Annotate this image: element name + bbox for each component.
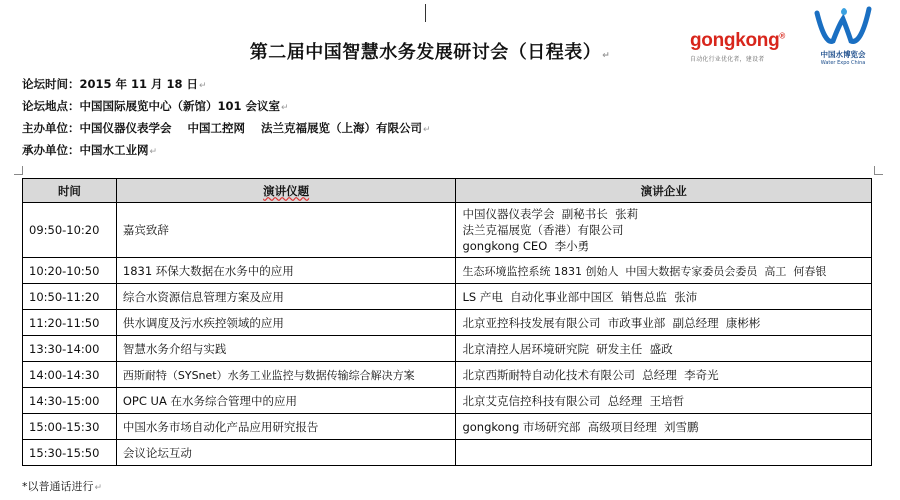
expo-name-cn: 中国水博览会 xyxy=(820,50,866,59)
cell-time: 14:30-15:00 xyxy=(23,388,117,414)
cell-topic: 嘉宾致辞 xyxy=(116,203,456,258)
cell-time: 10:50-11:20 xyxy=(23,284,117,310)
info-line-host: 主办单位：中国仪器仪表学会 中国工控网 法兰克福展览（上海）有限公司↵ xyxy=(22,121,431,135)
cell-topic: 中国水务市场自动化产品应用研究报告 xyxy=(116,414,456,440)
margin-corner-mark xyxy=(874,166,883,175)
cell-org: 北京西斯耐特自动化技术有限公司 总经理 李奇光 xyxy=(456,362,872,388)
cell-topic: 综合水资源信息管理方案及应用 xyxy=(116,284,456,310)
gongkong-slogan: 自动化行业优化者，建设者 xyxy=(690,56,765,63)
table-row xyxy=(23,440,872,466)
cell-org: gongkong 市场研究部 高级项目经理 刘雪鹏 xyxy=(456,414,872,440)
cell-topic: OPC UA 在水务综合管理中的应用 xyxy=(116,388,456,414)
cell-topic: 会议论坛互动 xyxy=(116,440,456,466)
gongkong-logo xyxy=(690,30,800,63)
cell-org: 中国仪器仪表学会 副秘书长 张莉 法兰克福展览（香港）有限公司 gongkong CEO 李小勇 xyxy=(456,203,872,258)
registered-mark: ® xyxy=(779,31,786,41)
cell-org: 北京亚控科技发展有限公司 市政事业部 副总经理 康彬彬 xyxy=(456,310,872,336)
water-drop-w-icon xyxy=(811,5,875,51)
header-topic: 演讲仪题 xyxy=(116,179,456,203)
header-time: 时间 xyxy=(23,179,117,203)
cell-org: LS 产电 自动化事业部中国区 销售总监 张沛 xyxy=(456,284,872,310)
cell-org: 生态环境监控系统 1831 创始人 中国大数据专家委员会委员 高工 何春银 xyxy=(456,258,872,284)
cell-time: 09:50-10:20 xyxy=(23,203,117,258)
info-line-time: 论坛时间：2015 年 11 月 18 日↵ xyxy=(22,77,207,91)
table-row xyxy=(23,310,872,336)
cell-topic: 西斯耐特（SYSnet）水务工业监控与数据传输综合解决方案 xyxy=(116,362,456,388)
cell-org: 北京艾克信控科技有限公司 总经理 王培哲 xyxy=(456,388,872,414)
expo-name-en: Water Expo China xyxy=(820,60,866,66)
cell-topic: 智慧水务介绍与实践 xyxy=(116,336,456,362)
water-expo-logo xyxy=(808,5,878,66)
cell-org xyxy=(456,440,872,466)
text-cursor xyxy=(425,4,426,22)
cell-org: 北京清控人居环境研究院 研发主任 盛政 xyxy=(456,336,872,362)
cell-time: 13:30-14:00 xyxy=(23,336,117,362)
footnote: *以普通话进行↵ xyxy=(22,480,103,493)
table-row xyxy=(23,203,872,258)
cell-topic: 供水调度及污水疾控领域的应用 xyxy=(116,310,456,336)
table-row xyxy=(23,414,872,440)
cell-time: 15:30-15:50 xyxy=(23,440,117,466)
cell-time: 11:20-11:50 xyxy=(23,310,117,336)
header-org: 演讲企业 xyxy=(456,179,872,203)
gongkong-brand-text: gongkong xyxy=(690,30,780,51)
cell-time: 14:00-14:30 xyxy=(23,362,117,388)
page-title: 第二届中国智慧水务发展研讨会（日程表）↵ xyxy=(249,42,611,63)
table-row xyxy=(23,258,872,284)
table-row xyxy=(23,388,872,414)
margin-corner-mark xyxy=(14,166,23,175)
info-line-venue: 论坛地点：中国国际展览中心（新馆）101 会议室↵ xyxy=(22,99,289,113)
table-row xyxy=(23,336,872,362)
table-header-row xyxy=(23,179,872,203)
table-row xyxy=(23,362,872,388)
info-line-organizer: 承办单位：中国水工业网↵ xyxy=(22,143,158,157)
cell-time: 15:00-15:30 xyxy=(23,414,117,440)
cell-time: 10:20-10:50 xyxy=(23,258,117,284)
cell-topic: 1831 环保大数据在水务中的应用 xyxy=(116,258,456,284)
paragraph-mark: ↵ xyxy=(602,51,611,61)
schedule-table xyxy=(22,178,872,466)
table-row xyxy=(23,284,872,310)
